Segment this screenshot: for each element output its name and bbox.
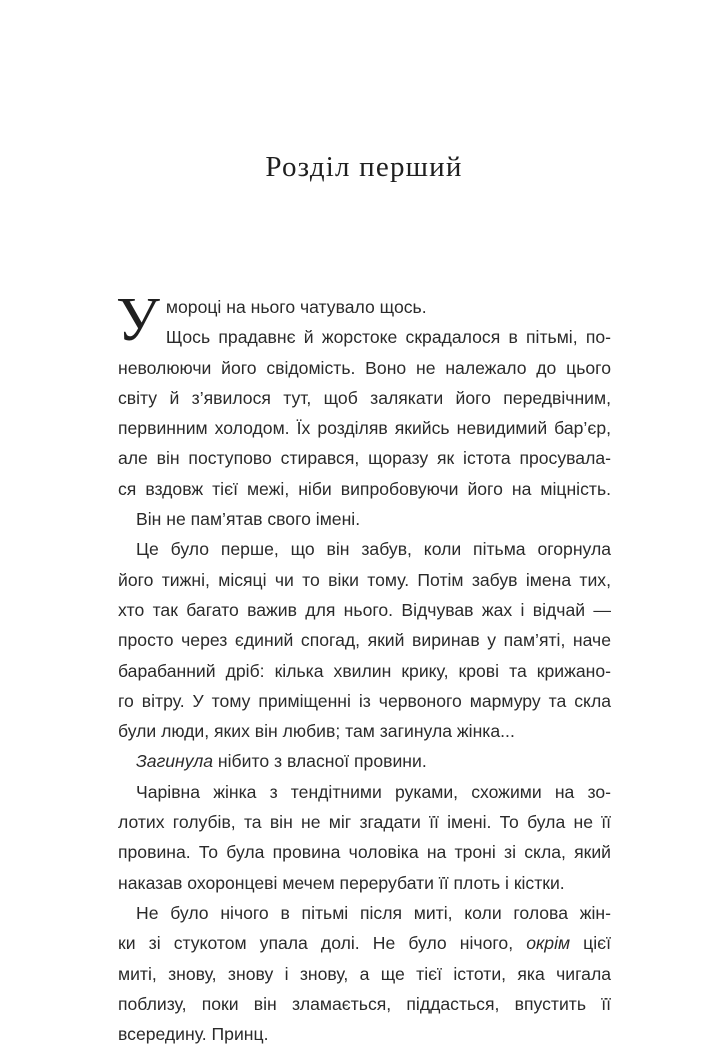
paragraph-line: світу й з’явилося тут, щоб залякати його передвічним, <box>118 387 611 408</box>
paragraph-line: Не було нічого в пітьмі після миті, коли голова жін- <box>136 902 611 923</box>
paragraph-line <box>118 746 611 776</box>
chapter-body <box>116 286 611 1049</box>
paragraph-line: Чарівна жінка з тендітними руками, схожими на зо- <box>136 781 611 802</box>
paragraph-line: але він поступово стирався, щоразу як істота просувала- <box>118 448 611 469</box>
paragraph-3 <box>118 534 611 746</box>
paragraph-line: поблизу, поки він зламається, піддасться, впустить її <box>118 993 611 1014</box>
paragraph-line: Щось прадавнє й жорстоке скрадалося в пітьмі, по- <box>165 327 611 348</box>
paragraph-2 <box>118 504 611 534</box>
paragraph-line: його тижні, місяці чи то віки тому. Потім забув імена тих, <box>118 569 611 590</box>
italic-word: окрім <box>526 933 571 954</box>
paragraph-text: ки зі стукотом упала долі. Не було нічого, <box>118 933 527 954</box>
paragraph-line: ся вздовж тієї межі, ніби випробовуючи його на міцність. <box>118 478 611 499</box>
paragraph-5 <box>118 777 611 898</box>
paragraph-line: мороці на нього чатувало щось. <box>165 297 427 317</box>
paragraph-line: го вітру. У тому приміщенні із червоного мармуру та скла <box>118 690 611 711</box>
paragraph-6 <box>118 898 611 1049</box>
paragraph-text: нібито з власної провини. <box>213 751 427 772</box>
paragraph-line: лотих голубів, та він не міг згадати її імені. То була не її <box>118 812 611 833</box>
paragraph-4 <box>118 746 611 776</box>
paragraph-line: миті, знову, знову і знову, а ще тієї істоти, яка чигала <box>118 963 611 984</box>
italic-word: Загинула <box>136 751 214 772</box>
paragraph-line <box>118 928 611 958</box>
chapter-title: Розділ перший <box>265 151 463 183</box>
paragraph-line: хто так багато важив для нього. Відчував жах і відчай — <box>118 599 611 620</box>
paragraph-line: Це було перше, що він забув, коли пітьма огорнула <box>136 539 611 560</box>
paragraph-line: просто через єдиний спогад, який виринав у пам’яті, наче <box>118 630 611 651</box>
paragraph-line: неволюючи його свідомість. Воно не належало до цього <box>118 357 611 378</box>
paragraph-line: первинним холодом. Їх розділяв якийсь невидимий бар’єр, <box>118 418 611 439</box>
paragraph-line: були люди, яких він любив; там загинула жінка... <box>118 721 515 742</box>
paragraph-line: барабанний дріб: кілька хвилин крику, крові та крижано- <box>118 660 611 681</box>
paragraph-text: цієї <box>570 933 611 954</box>
paragraph-line: Він не пам’ятав свого імені. <box>136 509 361 530</box>
paragraph-1 <box>116 286 611 504</box>
paragraph-line: всередину. Принц. <box>118 1024 269 1045</box>
paragraph-line: наказав охоронцеві мечем перерубати її плоть і кістки. <box>118 872 565 893</box>
paragraph-line: провина. То була провина чоловіка на троні зі скла, який <box>118 842 611 863</box>
drop-cap: У <box>116 286 160 354</box>
